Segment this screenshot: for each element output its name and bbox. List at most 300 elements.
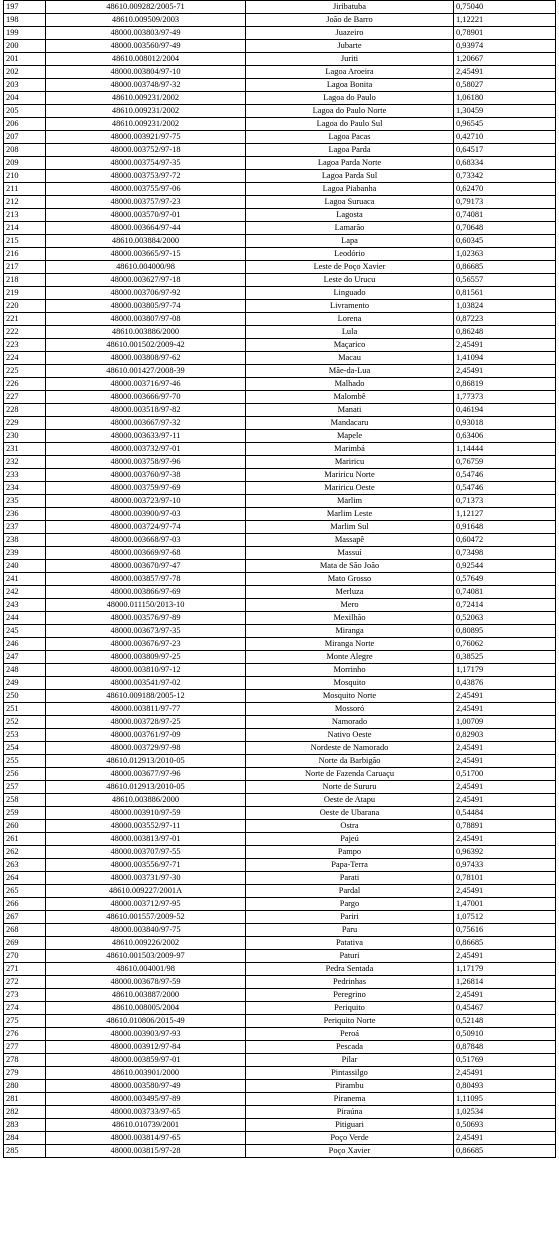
table-row: [4, 482, 556, 495]
field-name-cell: Papa-Terra: [246, 859, 454, 872]
value-cell: 0,79173: [454, 196, 556, 209]
field-name-cell: Lagoa Pacas: [246, 131, 454, 144]
value-cell: 0,93018: [454, 417, 556, 430]
field-name-cell: Mapele: [246, 430, 454, 443]
row-number-cell: 264: [4, 872, 46, 885]
row-number-cell: 202: [4, 66, 46, 79]
row-number-cell: 218: [4, 274, 46, 287]
value-cell: 0,78901: [454, 27, 556, 40]
table-row: [4, 1041, 556, 1054]
process-number-cell: 48000.003900/97-03: [46, 508, 246, 521]
field-name-cell: Lagoa Bonita: [246, 79, 454, 92]
row-number-cell: 259: [4, 807, 46, 820]
process-number-cell: 48000.003716/97-46: [46, 378, 246, 391]
process-number-cell: 48000.003723/97-10: [46, 495, 246, 508]
process-number-cell: 48000.003807/97-08: [46, 313, 246, 326]
value-cell: 1,02363: [454, 248, 556, 261]
field-name-cell: Pitiguari: [246, 1119, 454, 1132]
table-row: [4, 807, 556, 820]
table-row: [4, 742, 556, 755]
row-number-cell: 199: [4, 27, 46, 40]
value-cell: 0,82903: [454, 729, 556, 742]
process-number-cell: 48000.003580/97-49: [46, 1080, 246, 1093]
row-number-cell: 219: [4, 287, 46, 300]
field-name-cell: Morrinho: [246, 664, 454, 677]
process-number-cell: 48610.001557/2009-52: [46, 911, 246, 924]
table-row: [4, 638, 556, 651]
field-name-cell: Ostra: [246, 820, 454, 833]
field-name-cell: Piranema: [246, 1093, 454, 1106]
process-number-cell: 48000.003811/97-77: [46, 703, 246, 716]
table-row: [4, 716, 556, 729]
table-row: [4, 1080, 556, 1093]
field-name-cell: Poço Xavier: [246, 1145, 454, 1158]
process-number-cell: 48610.009282/2005-71: [46, 1, 246, 14]
row-number-cell: 244: [4, 612, 46, 625]
value-cell: 0,74081: [454, 586, 556, 599]
process-number-cell: 48610.012913/2010-05: [46, 781, 246, 794]
table-row: [4, 794, 556, 807]
value-cell: 2,45491: [454, 690, 556, 703]
row-number-cell: 236: [4, 508, 46, 521]
value-cell: 1,11095: [454, 1093, 556, 1106]
row-number-cell: 265: [4, 885, 46, 898]
row-number-cell: 225: [4, 365, 46, 378]
row-number-cell: 203: [4, 79, 46, 92]
field-name-cell: Marlim Leste: [246, 508, 454, 521]
value-cell: 0,73342: [454, 170, 556, 183]
table-row: [4, 872, 556, 885]
value-cell: 1,12127: [454, 508, 556, 521]
row-number-cell: 230: [4, 430, 46, 443]
process-number-cell: 48610.009226/2002: [46, 937, 246, 950]
value-cell: 2,45491: [454, 781, 556, 794]
field-name-cell: Maçarico: [246, 339, 454, 352]
row-number-cell: 270: [4, 950, 46, 963]
table-row: [4, 404, 556, 417]
row-number-cell: 211: [4, 183, 46, 196]
table-row: [4, 508, 556, 521]
process-number-cell: 48000.003664/97-44: [46, 222, 246, 235]
table-row: [4, 885, 556, 898]
value-cell: 2,45491: [454, 885, 556, 898]
field-name-cell: Lagoa Aroeira: [246, 66, 454, 79]
process-number-cell: 48000.003808/97-62: [46, 352, 246, 365]
value-cell: 0,96545: [454, 118, 556, 131]
row-number-cell: 247: [4, 651, 46, 664]
field-name-cell: Mãe-da-Lua: [246, 365, 454, 378]
value-cell: 0,58027: [454, 79, 556, 92]
table-row: [4, 417, 556, 430]
value-cell: 1,30459: [454, 105, 556, 118]
process-number-cell: 48000.003804/97-10: [46, 66, 246, 79]
process-number-cell: 48610.010806/2015-49: [46, 1015, 246, 1028]
field-name-cell: Pariri: [246, 911, 454, 924]
field-name-cell: Pirambu: [246, 1080, 454, 1093]
field-name-cell: Mata de São João: [246, 560, 454, 573]
value-cell: 0,74081: [454, 209, 556, 222]
process-number-cell: 48000.003805/97-74: [46, 300, 246, 313]
table-row: [4, 27, 556, 40]
row-number-cell: 223: [4, 339, 46, 352]
table-row: [4, 924, 556, 937]
row-number-cell: 251: [4, 703, 46, 716]
field-name-cell: Miranga Norte: [246, 638, 454, 651]
process-number-cell: 48610.004001/98: [46, 963, 246, 976]
table-row: [4, 261, 556, 274]
process-number-cell: 48000.003707/97-55: [46, 846, 246, 859]
process-number-cell: 48610.008005/2004: [46, 1002, 246, 1015]
row-number-cell: 248: [4, 664, 46, 677]
process-number-cell: 48000.003677/97-96: [46, 768, 246, 781]
table-row: [4, 66, 556, 79]
row-number-cell: 238: [4, 534, 46, 547]
process-number-cell: 48000.003731/97-30: [46, 872, 246, 885]
row-number-cell: 231: [4, 443, 46, 456]
table-row: [4, 651, 556, 664]
row-number-cell: 275: [4, 1015, 46, 1028]
process-number-cell: 48000.003627/97-18: [46, 274, 246, 287]
value-cell: 0,87848: [454, 1041, 556, 1054]
table-row: [4, 1002, 556, 1015]
value-cell: 0,76062: [454, 638, 556, 651]
table-row: [4, 560, 556, 573]
row-number-cell: 206: [4, 118, 46, 131]
value-cell: 0,93974: [454, 40, 556, 53]
row-number-cell: 278: [4, 1054, 46, 1067]
table-row: [4, 443, 556, 456]
field-name-cell: Mosquito: [246, 677, 454, 690]
field-name-cell: Mato Grosso: [246, 573, 454, 586]
row-number-cell: 222: [4, 326, 46, 339]
field-name-cell: Marlim Sul: [246, 521, 454, 534]
row-number-cell: 279: [4, 1067, 46, 1080]
row-number-cell: 257: [4, 781, 46, 794]
table-row: [4, 1093, 556, 1106]
process-number-cell: 48000.003518/97-82: [46, 404, 246, 417]
row-number-cell: 227: [4, 391, 46, 404]
table-row: [4, 378, 556, 391]
row-number-cell: 221: [4, 313, 46, 326]
process-number-cell: 48000.003759/97-69: [46, 482, 246, 495]
field-name-cell: Massapê: [246, 534, 454, 547]
value-cell: 1,12221: [454, 14, 556, 27]
document-page: [3, 0, 555, 1158]
value-cell: 1,02534: [454, 1106, 556, 1119]
process-number-cell: 48000.003633/97-11: [46, 430, 246, 443]
process-number-cell: 48000.003676/97-23: [46, 638, 246, 651]
field-name-cell: Lamarão: [246, 222, 454, 235]
field-name-cell: Pedra Sentada: [246, 963, 454, 976]
process-number-cell: 48610.012913/2010-05: [46, 755, 246, 768]
table-row: [4, 222, 556, 235]
table-row: [4, 456, 556, 469]
process-number-cell: 48610.009231/2002: [46, 118, 246, 131]
table-row: [4, 1015, 556, 1028]
value-cell: 1,20667: [454, 53, 556, 66]
table-row: [4, 833, 556, 846]
value-cell: 2,45491: [454, 794, 556, 807]
table-row: [4, 365, 556, 378]
row-number-cell: 209: [4, 157, 46, 170]
process-number-cell: 48000.003761/97-09: [46, 729, 246, 742]
process-number-cell: 48000.003760/97-38: [46, 469, 246, 482]
row-number-cell: 263: [4, 859, 46, 872]
process-number-cell: 48000.003857/97-78: [46, 573, 246, 586]
process-number-cell: 48610.003901/2000: [46, 1067, 246, 1080]
value-cell: 0,57649: [454, 573, 556, 586]
value-cell: 0,60472: [454, 534, 556, 547]
row-number-cell: 267: [4, 911, 46, 924]
field-name-cell: Lapa: [246, 235, 454, 248]
table-row: [4, 1119, 556, 1132]
field-name-cell: Mero: [246, 599, 454, 612]
process-number-cell: 48000.003758/97-96: [46, 456, 246, 469]
value-cell: 2,45491: [454, 1067, 556, 1080]
row-number-cell: 201: [4, 53, 46, 66]
field-name-cell: Leste do Urucu: [246, 274, 454, 287]
value-cell: 0,92544: [454, 560, 556, 573]
field-name-cell: Juazeiro: [246, 27, 454, 40]
row-number-cell: 246: [4, 638, 46, 651]
process-number-cell: 48000.003678/97-59: [46, 976, 246, 989]
row-number-cell: 253: [4, 729, 46, 742]
table-row: [4, 1132, 556, 1145]
process-number-cell: 48000.003495/97-89: [46, 1093, 246, 1106]
field-name-cell: Lagoa Piabanha: [246, 183, 454, 196]
table-row: [4, 300, 556, 313]
table-row: [4, 170, 556, 183]
field-name-cell: Manati: [246, 404, 454, 417]
value-cell: 0,91648: [454, 521, 556, 534]
field-name-cell: Lagoa do Paulo Sul: [246, 118, 454, 131]
table-row: [4, 976, 556, 989]
process-number-cell: 48000.003673/97-35: [46, 625, 246, 638]
table-row: [4, 92, 556, 105]
process-number-cell: 48000.003541/97-02: [46, 677, 246, 690]
table-row: [4, 391, 556, 404]
field-name-cell: Jubarte: [246, 40, 454, 53]
table-row: [4, 963, 556, 976]
row-number-cell: 228: [4, 404, 46, 417]
value-cell: 0,71373: [454, 495, 556, 508]
table-row: [4, 781, 556, 794]
field-name-cell: Norte da Barbigão: [246, 755, 454, 768]
value-cell: 0,86248: [454, 326, 556, 339]
value-cell: 1,17179: [454, 963, 556, 976]
process-number-cell: 48000.003570/97-01: [46, 209, 246, 222]
row-number-cell: 208: [4, 144, 46, 157]
field-name-cell: Mexilhão: [246, 612, 454, 625]
value-cell: 0,75040: [454, 1, 556, 14]
field-name-cell: Mosquito Norte: [246, 690, 454, 703]
value-cell: 1,00709: [454, 716, 556, 729]
table-row: [4, 326, 556, 339]
table-row: [4, 820, 556, 833]
value-cell: 2,45491: [454, 833, 556, 846]
row-number-cell: 200: [4, 40, 46, 53]
row-number-cell: 249: [4, 677, 46, 690]
field-name-cell: Marimbá: [246, 443, 454, 456]
table-row: [4, 105, 556, 118]
value-cell: 0,56557: [454, 274, 556, 287]
field-name-cell: Mariricu Oeste: [246, 482, 454, 495]
row-number-cell: 245: [4, 625, 46, 638]
field-name-cell: Merluza: [246, 586, 454, 599]
process-number-cell: 48000.003912/97-84: [46, 1041, 246, 1054]
process-number-cell: 48610.009509/2003: [46, 14, 246, 27]
value-cell: 0,51700: [454, 768, 556, 781]
value-cell: 1,26814: [454, 976, 556, 989]
process-number-cell: 48000.003903/97-93: [46, 1028, 246, 1041]
field-name-cell: Mossoró: [246, 703, 454, 716]
field-name-cell: João de Barro: [246, 14, 454, 27]
table-row: [4, 547, 556, 560]
table-row: [4, 1145, 556, 1158]
value-cell: 0,76759: [454, 456, 556, 469]
value-cell: 0,97433: [454, 859, 556, 872]
field-name-cell: Juriti: [246, 53, 454, 66]
row-number-cell: 204: [4, 92, 46, 105]
field-name-cell: Paru: [246, 924, 454, 937]
process-number-cell: 48000.003757/97-23: [46, 196, 246, 209]
field-name-cell: Lula: [246, 326, 454, 339]
table-row: [4, 1106, 556, 1119]
row-number-cell: 277: [4, 1041, 46, 1054]
table-row: [4, 690, 556, 703]
row-number-cell: 205: [4, 105, 46, 118]
table-row: [4, 287, 556, 300]
value-cell: 1,07512: [454, 911, 556, 924]
row-number-cell: 266: [4, 898, 46, 911]
field-name-cell: Lagoa Parda Norte: [246, 157, 454, 170]
row-number-cell: 258: [4, 794, 46, 807]
value-cell: 1,41094: [454, 352, 556, 365]
field-name-cell: Pajeú: [246, 833, 454, 846]
process-number-cell: 48610.003886/2000: [46, 794, 246, 807]
value-cell: 0,46194: [454, 404, 556, 417]
field-name-cell: Nordeste de Namorado: [246, 742, 454, 755]
field-name-cell: Lagoa Suruaca: [246, 196, 454, 209]
value-cell: 0,51769: [454, 1054, 556, 1067]
field-name-cell: Lagoa Parda: [246, 144, 454, 157]
process-number-cell: 48000.003728/97-25: [46, 716, 246, 729]
field-name-cell: Norte de Sururu: [246, 781, 454, 794]
value-cell: 0,70648: [454, 222, 556, 235]
row-number-cell: 242: [4, 586, 46, 599]
table-row: [4, 248, 556, 261]
value-cell: 0,72414: [454, 599, 556, 612]
process-number-cell: 48610.001502/2009-42: [46, 339, 246, 352]
field-name-cell: Livramento: [246, 300, 454, 313]
table-row: [4, 586, 556, 599]
row-number-cell: 234: [4, 482, 46, 495]
value-cell: 1,47001: [454, 898, 556, 911]
value-cell: 1,03824: [454, 300, 556, 313]
row-number-cell: 243: [4, 599, 46, 612]
value-cell: 0,80493: [454, 1080, 556, 1093]
field-name-cell: Lagoa do Paulo: [246, 92, 454, 105]
field-name-cell: Malhado: [246, 378, 454, 391]
table-row: [4, 859, 556, 872]
process-number-cell: 48000.003810/97-12: [46, 664, 246, 677]
field-name-cell: Monte Alegre: [246, 651, 454, 664]
process-number-cell: 48000.003667/97-32: [46, 417, 246, 430]
value-cell: 0,81561: [454, 287, 556, 300]
field-name-cell: Parati: [246, 872, 454, 885]
process-number-cell: 48000.003666/97-70: [46, 391, 246, 404]
field-name-cell: Linguado: [246, 287, 454, 300]
row-number-cell: 273: [4, 989, 46, 1002]
value-cell: 2,45491: [454, 365, 556, 378]
value-cell: 0,68334: [454, 157, 556, 170]
field-name-cell: Namorado: [246, 716, 454, 729]
process-number-cell: 48000.003921/97-75: [46, 131, 246, 144]
value-cell: 0,96392: [454, 846, 556, 859]
table-row: [4, 339, 556, 352]
table-row: [4, 430, 556, 443]
row-number-cell: 224: [4, 352, 46, 365]
row-number-cell: 229: [4, 417, 46, 430]
process-number-cell: 48610.010739/2001: [46, 1119, 246, 1132]
table-row: [4, 313, 556, 326]
table-row: [4, 950, 556, 963]
row-number-cell: 272: [4, 976, 46, 989]
field-name-cell: Lagoa Parda Sul: [246, 170, 454, 183]
field-name-cell: Poço Verde: [246, 1132, 454, 1145]
value-cell: 2,45491: [454, 755, 556, 768]
process-number-cell: 48610.001503/2009-97: [46, 950, 246, 963]
row-number-cell: 283: [4, 1119, 46, 1132]
field-name-cell: Lagosta: [246, 209, 454, 222]
field-name-cell: Oeste de Ubarana: [246, 807, 454, 820]
process-number-cell: 48000.003556/97-71: [46, 859, 246, 872]
table-row: [4, 469, 556, 482]
value-cell: 0,80895: [454, 625, 556, 638]
row-number-cell: 235: [4, 495, 46, 508]
process-number-cell: 48000.003670/97-47: [46, 560, 246, 573]
value-cell: 0,78101: [454, 872, 556, 885]
process-number-cell: 48000.003665/97-15: [46, 248, 246, 261]
field-name-cell: Pampo: [246, 846, 454, 859]
value-cell: 0,75616: [454, 924, 556, 937]
field-name-cell: Mariricu: [246, 456, 454, 469]
value-cell: 0,86819: [454, 378, 556, 391]
process-number-cell: 48000.003733/97-65: [46, 1106, 246, 1119]
row-number-cell: 280: [4, 1080, 46, 1093]
value-cell: 0,86685: [454, 937, 556, 950]
field-name-cell: Peroá: [246, 1028, 454, 1041]
table-row: [4, 573, 556, 586]
value-cell: 0,50910: [454, 1028, 556, 1041]
value-cell: 0,52063: [454, 612, 556, 625]
process-number-cell: 48000.003576/97-89: [46, 612, 246, 625]
table-row: [4, 274, 556, 287]
process-number-cell: 48610.008012/2004: [46, 53, 246, 66]
process-number-cell: 48000.003732/97-01: [46, 443, 246, 456]
process-number-cell: 48000.003712/97-95: [46, 898, 246, 911]
value-cell: 0,87223: [454, 313, 556, 326]
row-number-cell: 210: [4, 170, 46, 183]
field-name-cell: Pedrinhas: [246, 976, 454, 989]
value-cell: 0,64517: [454, 144, 556, 157]
value-cell: 0,63406: [454, 430, 556, 443]
field-name-cell: Mandacaru: [246, 417, 454, 430]
process-number-cell: 48610.004000/98: [46, 261, 246, 274]
table-row: [4, 625, 556, 638]
field-name-cell: Piraúna: [246, 1106, 454, 1119]
field-name-cell: Norte de Fazenda Caruaçu: [246, 768, 454, 781]
